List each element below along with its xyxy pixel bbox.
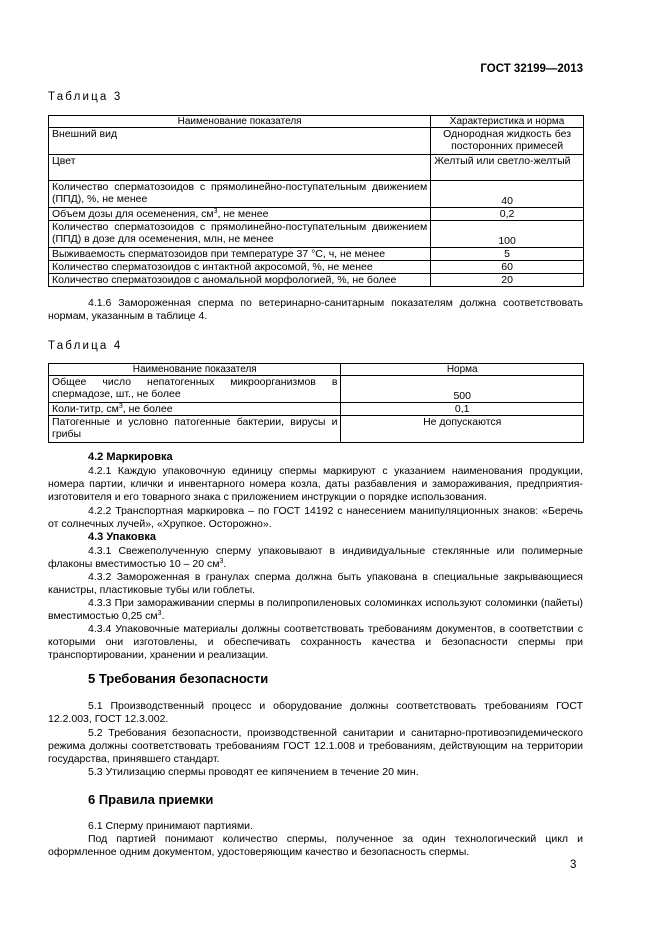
paragraph-4-2-1: 4.2.1 Каждую упаковочную единицу спермы маркируют с указанием наименования продукции, номера партии, клички и инвентарного номера козла, даты разбавления и замораживания, предприятия-изготовителя и его товарного знака с приложением инструкции о порядке использования. xyxy=(48,465,583,504)
paragraph-4-1-6: 4.1.6 Замороженная сперма по ветеринарно-санитарным показателям должна соответствовать нормам, указанным в таблице 4. xyxy=(48,297,583,323)
table-row xyxy=(49,376,584,403)
table-row xyxy=(49,403,584,416)
table3-cell-value: 40 xyxy=(431,181,584,208)
table4-cell-name: Коли-титр, $см^3$, не более xyxy=(49,403,341,416)
heading-section-5: 5 Требования безопасности xyxy=(88,671,269,686)
heading-section-6: 6 Правила приемки xyxy=(88,792,214,807)
table3-cell-name: Количество сперматозоидов с аномальной морфологией, %, не более xyxy=(49,274,431,287)
table4-caption: Таблица 4 xyxy=(48,340,123,352)
table3-cell-name: Цвет xyxy=(49,155,431,181)
table3-cell-name: Количество сперматозоидов с интактной акросомой, %, не менее xyxy=(49,261,431,274)
table3-header-value: Характеристика и норма xyxy=(431,116,584,128)
table3-cell-name: Количество сперматозоидов с прямолинейно-поступательным движением (ППД), %, не менее xyxy=(49,181,431,208)
table4-cell-name: Общее число непатогенных микроорганизмов в спермадозе, шт., не более xyxy=(49,376,341,403)
heading-4-2: 4.2 Маркировка xyxy=(88,451,173,463)
table-row xyxy=(49,221,584,248)
table-row xyxy=(49,248,584,261)
table3-cell-value: 5 xyxy=(431,248,584,261)
paragraph-5-3: 5.3 Утилизацию спермы проводят ее кипячением в течение 20 мин. xyxy=(88,766,419,778)
table4 xyxy=(48,363,584,443)
table-row xyxy=(49,416,584,443)
table3-cell-name: Количество сперматозоидов с прямолинейно-поступательным движением (ППД) в дозе для осеменения, млн, не менее xyxy=(49,221,431,248)
table3-cell-value: 60 xyxy=(431,261,584,274)
paragraph-6-1: 6.1 Сперму принимают партиями. xyxy=(88,820,253,832)
table4-header-value: Норма xyxy=(341,364,584,376)
table3 xyxy=(48,115,584,287)
table4-header-name: Наименование показателя xyxy=(49,364,341,376)
table4-cell-name: Патогенные и условно патогенные бактерии, вирусы и грибы xyxy=(49,416,341,443)
table3-cell-value: 0,2 xyxy=(431,208,584,221)
table3-cell-value: 100 xyxy=(431,221,584,248)
paragraph-4-3-1: 4.3.1 Свежеполученную сперму упаковывают в индивидуальные стеклянные или полимерные флаконы вместимостью 10 – 20 $см^3$. xyxy=(48,545,583,571)
paragraph-4-2-2: 4.2.2 Транспортная маркировка – по ГОСТ 14192 с нанесением манипуляционных знаков: «Беречь от солнечных лучей», «Хрупкое. Осторожно». xyxy=(48,505,583,531)
table-row xyxy=(49,261,584,274)
paragraph-4-3-4: 4.3.4 Упаковочные материалы должны соответствовать требованиям документов, в соответствии с которыми они изготовлены, и обеспечивать сохранность качества и безопасности спермы при транспортировании, хранении и реализации. xyxy=(48,623,583,662)
standard-number: ГОСТ 32199—2013 xyxy=(480,63,583,75)
paragraph-6-1-definition: Под партией понимают количество спермы, полученное за один технологический цикл и оформленное одним документом, удостоверяющим качество и безопасность спермы. xyxy=(48,833,583,859)
paragraph-5-2: 5.2 Требования безопасности, производственной санитарии и санитарно-противоэпидемического режима должны соответствовать требованиям ГОСТ 12.1.008 и требованиям, действующим на территории государства, принявшего стандарт. xyxy=(48,727,583,766)
table3-header-name: Наименование показателя xyxy=(49,116,431,128)
table-row xyxy=(49,155,584,181)
page-number: 3 xyxy=(570,859,577,871)
table4-cell-value: 500 xyxy=(341,376,584,403)
table3-cell-value: Однородная жидкость без посторонних примесей xyxy=(431,128,584,155)
paragraph-5-1: 5.1 Производственный процесс и оборудование должны соответствовать требованиям ГОСТ 12.2.003, ГОСТ 12.3.002. xyxy=(48,700,583,726)
table-row xyxy=(49,274,584,287)
table3-caption: Таблица 3 xyxy=(48,91,123,103)
paragraph-4-3-3: 4.3.3 При замораживании спермы в полипропиленовых соломинках используют соломинки (пайеты) вместимостью 0,25 $см^3$. xyxy=(48,597,583,623)
table3-cell-value: 20 xyxy=(431,274,584,287)
table-row xyxy=(49,128,584,155)
paragraph-4-3-2: 4.3.2 Замороженная в гранулах сперма должна быть упакована в специальные закрывающиеся канистры, пластиковые тубы или гоблеты. xyxy=(48,571,583,597)
table3-cell-value: Желтый или светло-желтый xyxy=(431,155,584,181)
table3-cell-name: Внешний вид xyxy=(49,128,431,155)
table3-cell-name: Выживаемость сперматозоидов при температуре 37 °С, ч, не менее xyxy=(49,248,431,261)
table4-cell-value: 0,1 xyxy=(341,403,584,416)
table4-cell-value: Не допускаются xyxy=(341,416,584,443)
table3-cell-name: Объем дозы для осеменения, $см^3$, не менее xyxy=(49,208,431,221)
heading-4-3: 4.3 Упаковка xyxy=(88,531,156,543)
table-row xyxy=(49,208,584,221)
table-row xyxy=(49,181,584,208)
